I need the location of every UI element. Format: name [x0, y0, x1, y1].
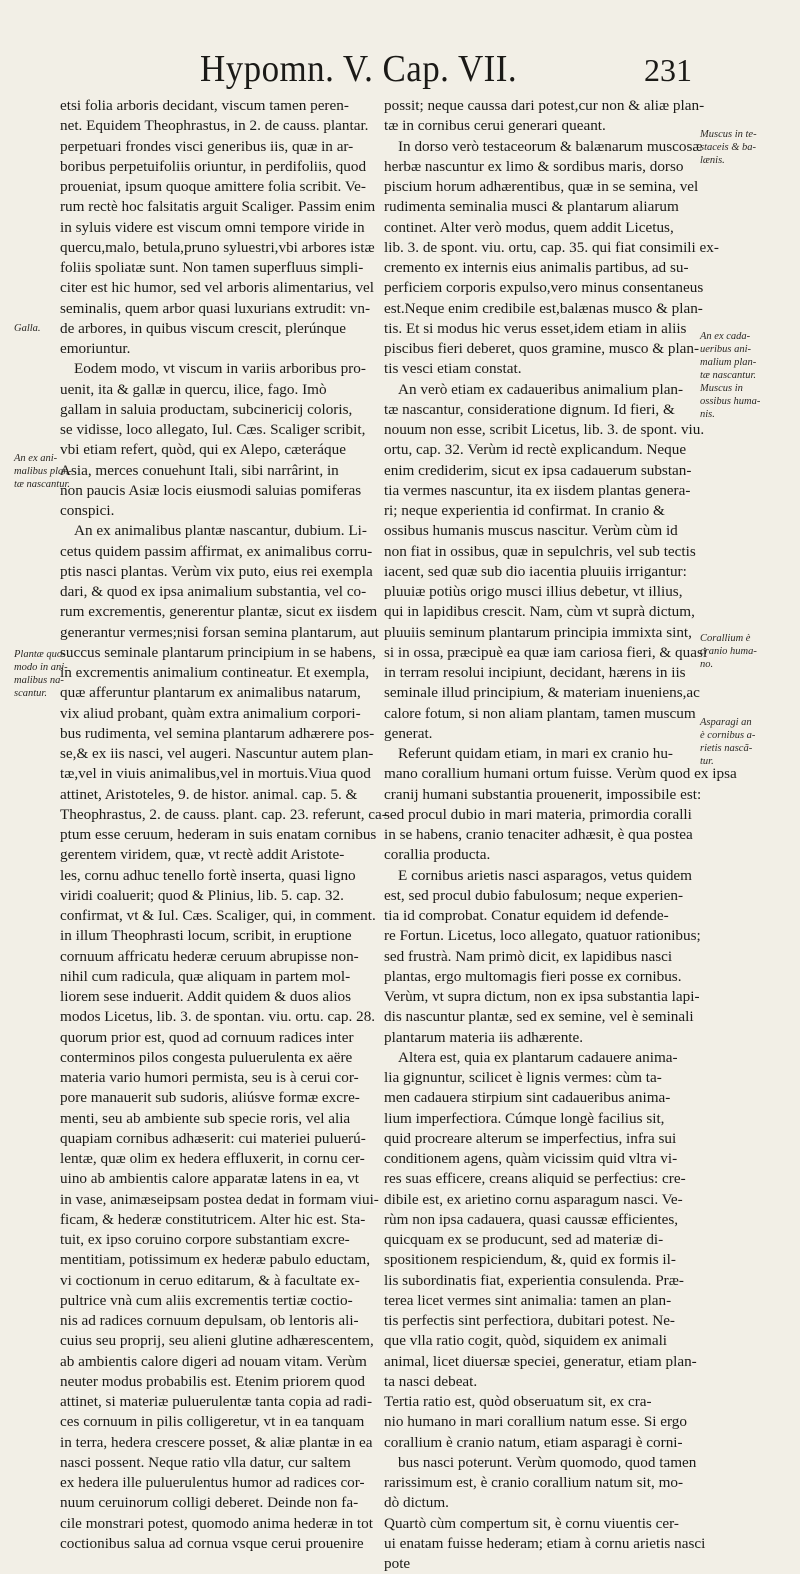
text-line: menti, seu ab ambiente sub specie roris, vel alia — [60, 1109, 351, 1127]
text-line: net. Equidem Theophrastus, in 2. de causs. plantar. — [60, 117, 369, 135]
text-line: tæ,vel in viuis animalibus,vel in mortuis.Viua quod — [60, 765, 371, 783]
text-line: in vase, animæseipsam postea dedat in formam viui- — [60, 1190, 379, 1208]
text-line: perficiem corporis expulso,vero minus consentaneus — [384, 279, 704, 297]
margin-note — [14, 322, 41, 335]
text-line: generat. — [384, 724, 433, 742]
text-line: dari, & quod ex ipsa animalium substantia, vel co- — [60, 583, 367, 600]
text-line: in terra, hedera crescere posset, & aliæ plantæ in ea — [60, 1433, 373, 1451]
text-line: An ex animalibus plantæ nascantur, dubium. Li- — [74, 522, 367, 540]
text-line: uenit, ita & gallæ in quercu, ilice, fago. Imò — [60, 380, 327, 398]
text-line: confirmat, vt & Iul. Cæs. Scaliger, qui, in comment. — [60, 907, 376, 924]
text-line: que vlla ratio cogit, quòd, siquidem ex animali — [384, 1332, 668, 1350]
margin-note-line: ueribus ani- — [700, 344, 752, 355]
text-line: Tertia ratio est, quòd obseruatum sit, ex cra- — [384, 1393, 652, 1410]
text-line: quapiam cornibus adhæserit: cui materiei puluerú- — [60, 1129, 366, 1147]
text-line: quorum prior est, quod ad cornuum radices inter — [60, 1028, 354, 1046]
text-line: An verò etiam ex cadaueribus animalium plan- — [398, 380, 684, 398]
text-line: bus nasci poterunt. Verùm quomodo, quod tamen — [398, 1453, 697, 1471]
text-line: in illum Theophrasti locum, scribit, in eruptione — [60, 927, 352, 945]
text-line: dibile est, ex arietino cornu asparagum nasci. Ve- — [384, 1190, 683, 1208]
text-line: conterminos pilos congesta puluerulenta ex aëre — [60, 1048, 353, 1066]
margin-note-line: Corallium è — [700, 633, 751, 644]
text-line: vi coctionum in ceruo editarum, & à facultate ex- — [60, 1271, 360, 1289]
text-line: corallia producta. — [384, 846, 491, 864]
text-line: Quartò cùm compertum sit, è cornu viuentis cer- — [384, 1514, 679, 1532]
text-line: tuit, ex ipso coruino corpore substantiam excre- — [60, 1231, 350, 1248]
text-line: etsi folia arboris decidant, viscum tamen peren- — [60, 97, 349, 114]
text-line: ab ambientis calore digeri ad nouam vitam. Verùm — [60, 1352, 367, 1370]
text-line: in syluis videre est viscum omni tempore viride in — [60, 218, 365, 236]
margin-note — [700, 128, 757, 167]
text-line: ui enatam fuisse hederam; etiam à cornu arietis nasci — [384, 1534, 706, 1552]
margin-note — [700, 330, 760, 421]
text-line: re Fortun. Licetus, loco allegato, quatuor rationibus; — [384, 927, 701, 945]
text-line: ptum esse ceruum, hederam in suis enatam cornibus — [60, 826, 377, 843]
margin-note-line: Muscus in te- — [700, 129, 757, 140]
text-line: men cadauera stirpium sint cadaueribus anima- — [384, 1089, 671, 1107]
text-line: cornuum affricatu hederæ ceruum abrupisse non- — [60, 947, 359, 965]
text-line: si in ossa, præcipuè ea quæ iam cariosa fieri, & quasi — [384, 643, 708, 661]
text-line: succus seminale plantarum principium in se habens, — [60, 643, 376, 661]
text-line: mano corallium humani ortum fuisse. Verùm quod ex ipsa — [384, 765, 737, 783]
margin-note-line: tæ nascantur. — [700, 370, 757, 381]
text-line: cuius seu proprij, seu alieni glutine adhærescentem, — [60, 1332, 374, 1350]
text-line: ficam, & hederæ constitutricem. Alter hic est. Sta- — [60, 1210, 366, 1228]
text-line: herbæ nascuntur ex limo & sordibus maris, dorso — [384, 157, 684, 175]
margin-note-line: cranio huma- — [700, 646, 757, 657]
text-line: se,& ex iis nasci, vel augeri. Nascuntur autem plan- — [60, 745, 374, 762]
text-line: dò dictum. — [384, 1494, 449, 1512]
text-line: est, sed procul dubio fabulosum; neque experien- — [384, 886, 684, 904]
text-line: seminalis, quem arbor quasi luxurians extrudit: vn- — [60, 299, 371, 317]
text-line: tæ in cornibus cerui generari queant. — [384, 117, 606, 135]
text-line: lib. 3. de spont. viu. ortu, cap. 35. qui fiat consimili ex- — [384, 238, 719, 256]
text-line: in se habens, cranio tenaciter adhæsit, è qua postea — [384, 826, 693, 843]
text-line: perpetuari frondes visci generibus iis, quæ in ar- — [60, 137, 354, 155]
text-line: nis ad radices cornuum depulsam, ob lentoris ali- — [60, 1312, 359, 1329]
text-line: rudimenta seminalia musci & plantarum aliarum — [384, 198, 679, 216]
text-line: terea licet vermes sint animalia: tamen an plan- — [384, 1291, 672, 1309]
text-line: ptis nasci plantas. Verùm vix puto, eius rei exempla — [60, 562, 373, 580]
text-line: lis subordinatis fiat, experientia consulenda. Præ- — [384, 1271, 684, 1289]
margin-note-line: no. — [700, 659, 714, 670]
text-line: tis vesci etiam constat. — [384, 360, 522, 378]
text-line: les, cornu adhuc tenello fortè inserta, quasi ligno — [60, 866, 356, 884]
text-line: corallium è cranio natum, etiam asparagi è corni- — [384, 1433, 683, 1451]
text-line: ces cornuum in pilis colligeretur, vt in ea tanquam — [60, 1413, 365, 1431]
text-line: sed frustrà. Nam primò dicit, ex lapidibus nasci — [384, 947, 673, 965]
text-line: in excrementis animalium contineatur. Et exempla, — [60, 664, 370, 681]
text-line: pultrice vnà cum aliis excrementis tertiæ coctio- — [60, 1291, 353, 1309]
text-line: est.Neque enim credibile est,balænas musco & plan- — [384, 299, 703, 317]
text-line: ta nasci debeat. — [384, 1372, 478, 1390]
text-line: piscium horum adhærentibus, quæ in se semina, vel — [384, 178, 699, 195]
margin-note-line: scantur. — [14, 688, 47, 699]
text-line: pluuiæ potiùs origo musci illius debetur, vt illius, — [384, 583, 683, 600]
text-line: seminale illud principium, & materiam inueniens,ac — [384, 684, 700, 702]
text-line: boribus perpetuifoliis oriuntur, in perdifoliis, quod — [60, 157, 367, 175]
margin-note-line: Galla. — [14, 323, 41, 334]
text-line: nasci possent. Neque ratio vlla datur, cur saltem — [60, 1453, 351, 1471]
text-line: se vidisse, loco allegato, Iul. Cæs. Scaliger scribit, — [60, 421, 366, 438]
text-line: lium imperfectiora. Cúmque longè facilius sit, — [384, 1109, 665, 1127]
text-line: modos Licetus, lib. 3. de spontan. viu. ortu. cap. 28. — [60, 1008, 376, 1026]
text-line: ortu, cap. 32. Verùm id rectè explicandum. Neque — [384, 441, 687, 459]
text-line: continet. Alter verò modus, quem addit Licetus, — [384, 218, 674, 236]
text-line: bus rudimenta, vel semina plantarum adhærere pos- — [60, 724, 375, 742]
text-line: cremento ex internis eius animalis partibus, ad su- — [384, 259, 689, 276]
margin-note-line: Plantæ quo- — [14, 649, 66, 660]
text-line: Theophrastus, 2. de causs. plant. cap. 23. referunt, ca- — [60, 805, 387, 823]
margin-note-line: lænis. — [700, 155, 725, 166]
text-line: rùm non ipsa cadauera, quasi caussæ efficientes, — [384, 1210, 679, 1228]
margin-note — [14, 648, 68, 700]
text-line: quercu,malo, betula,pruno syluestri,vbi arbores istæ — [60, 238, 375, 256]
text-line: rarissimum est, è cranio corallium natum sit, mo- — [384, 1474, 684, 1491]
text-line: quæ afferuntur plantarum ex animalibus natarum, — [60, 684, 361, 702]
text-line: tis. Et si modus hic verus esset,idem etiam in aliis — [384, 319, 687, 337]
text-line: spositionem respiciendum, &, quid ex formis il- — [384, 1251, 676, 1269]
text-line: piscibus fieri deberet, quos gramine, musco & plan- — [384, 340, 700, 357]
text-line: cetus quidem passim affirmat, ex animalibus corru- — [60, 542, 373, 560]
margin-note — [700, 716, 755, 768]
text-line: vix aliud probant, quàm extra animalium corpori- — [60, 704, 361, 722]
margin-note-line: An ex cada- — [700, 331, 751, 342]
text-line: ri; neque experientia id confirmat. In cranio & — [384, 502, 665, 519]
text-line: neuter modus probabilis est. Etenim priorem quod — [60, 1372, 365, 1390]
text-line: lentæ, quæ olim ex hedera effluxerit, in cornu cer- — [60, 1150, 365, 1167]
text-line: sed procul dubio in mari materia, primordia coralli — [384, 805, 692, 823]
text-line: res suas efficere, creans aliquid se perfectius: cre- — [384, 1170, 686, 1188]
text-line: rum excrementis, generentur plantæ, sicut ex iisdem — [60, 603, 378, 621]
running-title: Hypomn. V. Cap. VII. — [200, 48, 518, 90]
text-line: nio humano in mari corallium natum esse. Si ergo — [384, 1413, 687, 1431]
text-line: pote — [384, 1555, 411, 1572]
text-line: proueniat, ipsum quoque amittere folia scribit. Ve- — [60, 178, 366, 195]
text-line: Eodem modo, vt viscum in variis arboribus pro- — [74, 360, 366, 378]
text-line: tia id comprobat. Conatur equidem id defende- — [384, 907, 669, 924]
text-line: animal, licet diuersæ speciei, generatur, etiam plan- — [384, 1352, 697, 1370]
text-line: citer est hic humor, sed vel arboris alimentarius, vel — [60, 279, 375, 297]
margin-note — [14, 452, 72, 491]
margin-note-line: staceis & ba- — [700, 142, 756, 153]
text-line: cranij humani substantia prouenerit, impossibile est: — [384, 785, 702, 803]
text-line: gerentem viridem, quæ, vt rectè addit Aristote- — [60, 846, 345, 864]
text-line: non fiat in ossibus, quæ in sepulchris, vel sub tectis — [384, 542, 696, 560]
margin-note-line: Muscus in — [700, 383, 743, 394]
text-line: iacent, sed quæ sub dio iacentia pluuiis irrigantur: — [384, 562, 687, 580]
text-line: coctionibus salua ad cornua vsque cerui prouenire — [60, 1534, 364, 1552]
text-line: tia vermes nascuntur, ita ex iisdem plantas genera- — [384, 481, 691, 499]
text-line: foliis spoliatæ sunt. Non tamen superfluus simpli- — [60, 259, 364, 276]
margin-note-line: malium plan- — [700, 357, 757, 368]
text-line: Referunt quidam etiam, in mari ex cranio hu- — [398, 745, 673, 762]
margin-note-line: malibus plan- — [14, 466, 73, 477]
text-line: emoriuntur. — [60, 340, 131, 357]
text-line: tis perfectis sint perfectiora, dubitari potest. Ne- — [384, 1312, 675, 1329]
margin-note-line: rietis nascã- — [700, 743, 753, 754]
text-line: plantas, ergo multomagis fieri posse ex cornibus. — [384, 967, 682, 985]
margin-note-line: modo in ani- — [14, 662, 68, 673]
margin-note-line: Asparagi an — [700, 717, 752, 728]
text-line: gallam in saluia productam, subcinericij coloris, — [60, 400, 353, 418]
text-line: Asia, merces conuehunt Itali, sibi narrârint, in — [60, 461, 339, 479]
text-line: pluuiis seminum plantarum principia immixta sint, — [384, 623, 692, 641]
page-number: 231 — [644, 52, 692, 88]
margin-note-line: è cornibus a- — [700, 730, 756, 741]
text-line: pore manauerit sub sudoris, aliúsve formæ excre- — [60, 1089, 360, 1107]
left-text-column — [60, 96, 387, 1554]
margin-note-line: nis. — [700, 409, 715, 420]
text-line: E cornibus arietis nasci asparagos, vetus quidem — [398, 866, 692, 884]
text-line: tæ nascantur, consideratione dignum. Id fieri, & — [384, 400, 675, 418]
margin-note-line: ossibus huma- — [700, 396, 761, 407]
text-line: conditionem agens, quàm vicissim quid vltra vi- — [384, 1150, 678, 1167]
text-line: generantur vermes;nisi forsan semina plantarum, aut — [60, 623, 379, 641]
text-line: materia vario humori permista, seu is à cerui cor- — [60, 1069, 359, 1086]
text-line: Altera est, quia ex plantarum cadauere anima- — [398, 1048, 678, 1066]
margin-note-line: An ex ani- — [14, 453, 58, 464]
margin-note-line: tur. — [700, 756, 714, 767]
text-line: quicquam ex se producunt, sed ad materiæ di- — [384, 1231, 664, 1248]
text-line: In dorso verò testaceorum & balænarum muscosæ — [398, 137, 703, 155]
text-line: calore fotum, si non aliam plantam, tamen muscum — [384, 704, 696, 722]
text-line: non paucis Asiæ locis eiusmodi saluias pomiferas — [60, 481, 362, 499]
text-line: possit; neque caussa dari potest,cur non & aliæ plan- — [384, 97, 705, 114]
page-header — [0, 46, 800, 92]
text-line: dis nascuntur plantæ, sed ex semine, vel è seminali — [384, 1008, 694, 1026]
text-line: uino ab ambientis calore apparatæ latens in ea, vt — [60, 1170, 360, 1188]
text-line: quid procreare alterum se imperfectius, infra sui — [384, 1129, 677, 1147]
text-line: plantarum materia iis adhærente. — [384, 1028, 584, 1046]
margin-note-line: malibus na- — [14, 675, 64, 686]
text-line: lia gignuntur, scilicet è lignis vermes: cùm ta- — [384, 1069, 662, 1086]
text-line: attinet, si materiæ puluerulentæ tanta copia ad radi- — [60, 1393, 373, 1410]
text-line: ex hedera ille puluerulentus humor ad radices cor- — [60, 1474, 365, 1491]
text-line: qui in lapidibus crescit. Nam, cùm vt suprà dictum, — [384, 603, 695, 621]
text-line: rum rectè hoc falsitatis arguit Scaliger. Passim enim — [60, 198, 376, 216]
text-line: attinet, Aristoteles, 9. de histor. animal. cap. 5. & — [60, 785, 358, 803]
text-line: liorem sese induerit. Addit quidem & duos alios — [60, 988, 352, 1005]
text-line: ossibus humanis muscus nascitur. Verùm cùm id — [384, 522, 678, 540]
text-line: nihil cum radicula, quæ aliquam in partem mol- — [60, 967, 351, 985]
margin-note — [700, 632, 757, 671]
text-line: mentitiam, potissimum ex hederæ pabulo eductam, — [60, 1251, 371, 1269]
text-line: conspici. — [60, 502, 115, 519]
text-line: nuum ceruinorum colligi deberet. Deinde non fa- — [60, 1494, 359, 1512]
text-line: viridi coaluerit; quod & Plinius, lib. 5. cap. 32. — [60, 886, 344, 904]
text-line: nouum non esse, scribit Licetus, lib. 3. de spont. viu. — [384, 421, 705, 438]
text-line: cile monstrari potest, quomodo anima hederæ in tot — [60, 1514, 373, 1532]
margin-note-line: tæ nascantur. — [14, 479, 71, 490]
text-line: Verùm, vt supra dictum, non ex ipsa substantia lapi- — [384, 988, 700, 1005]
text-line: enim crediderim, sicut ex ipsa cadauerum substan- — [384, 461, 692, 479]
text-line: in terram resolui incipiunt, decidant, hærens in iis — [384, 664, 686, 681]
text-line: vbi etiam refert, quòd, qui ex Alepo, cæteráque — [60, 441, 346, 459]
text-line: de arbores, in quibus viscum crescit, plerúnque — [60, 319, 346, 337]
